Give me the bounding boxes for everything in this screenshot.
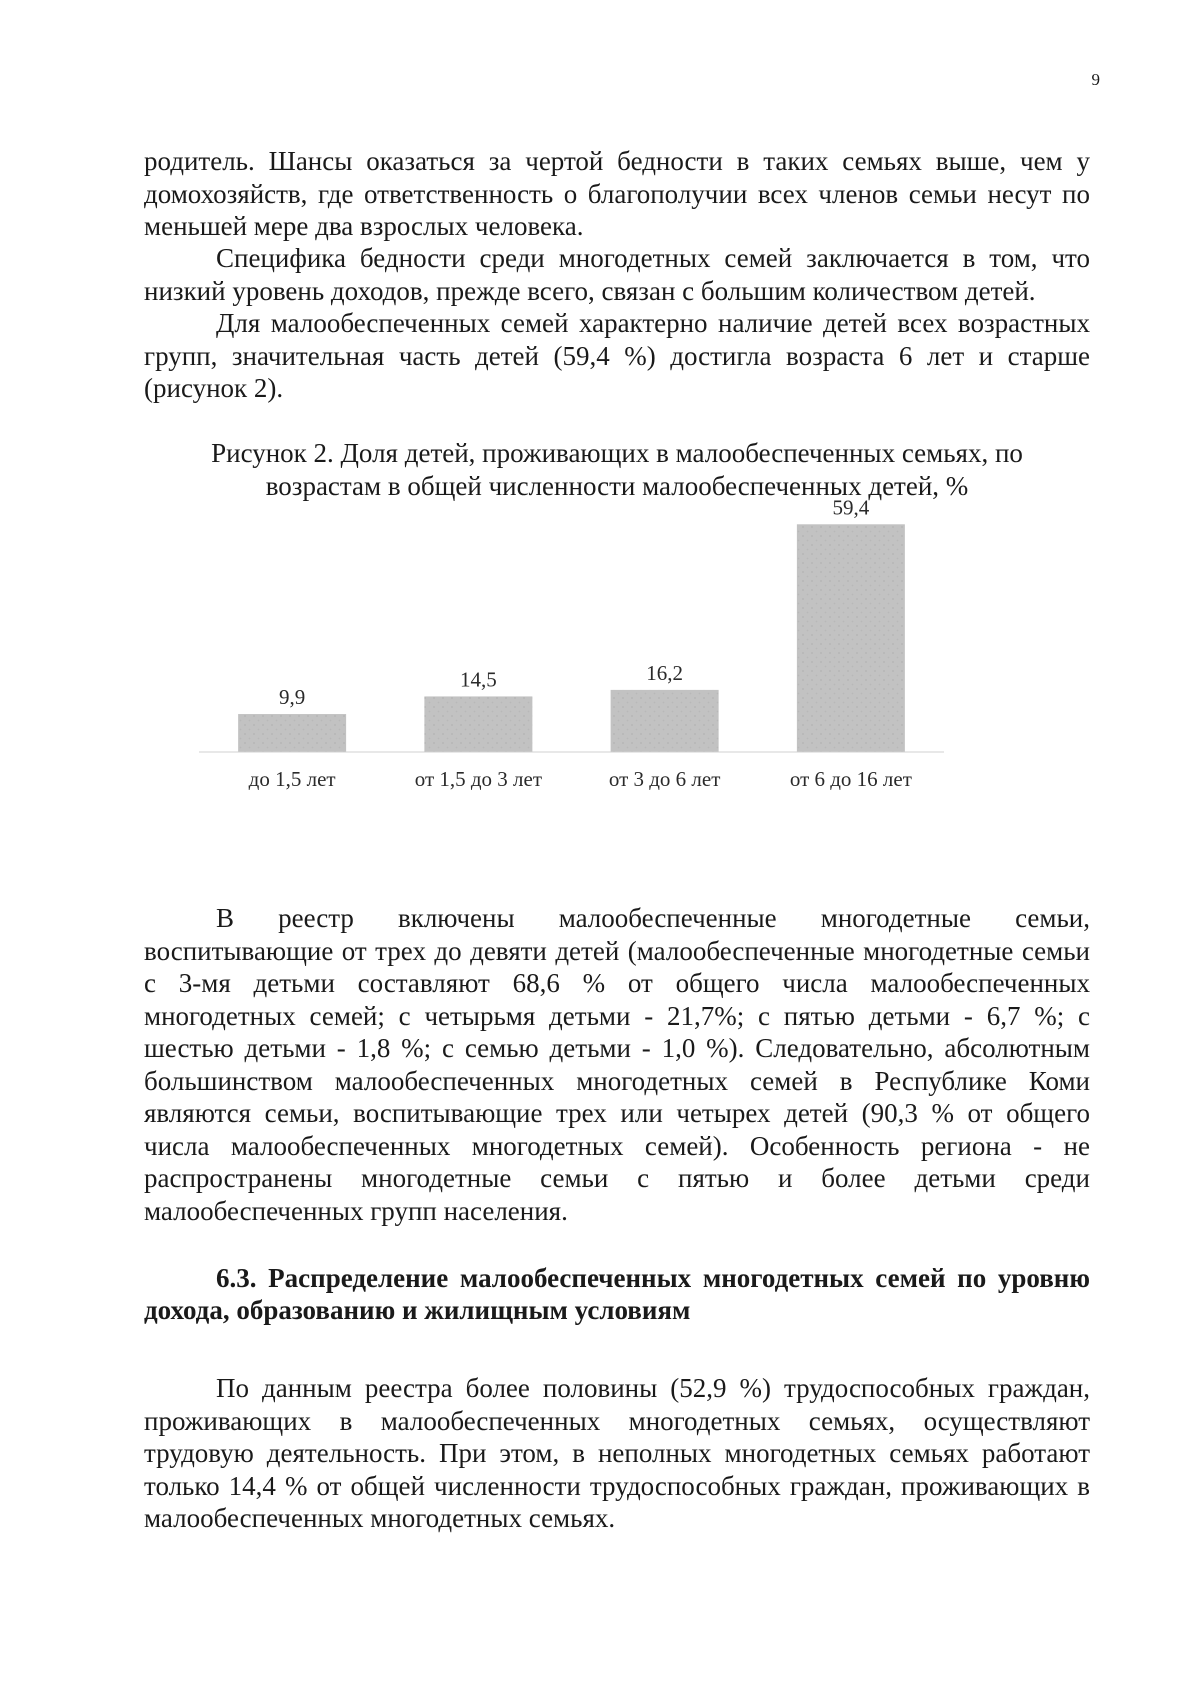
category-label-3: от 3 до 6 лет (608, 767, 721, 791)
figure-caption (144, 437, 1090, 503)
paragraph-registry: В реестр включены малообеспеченные многодетные семьи, воспитывающие от трех до девяти детей (малообеспеченные многодетные семьи с 3-мя детьми составляют 68,6 % от общего числа малообеспеченных многодетных семей; с четырьмя детьми - 21,7%; с пятью детьми - 6,7 %; с шестью детьми - 1,8 %; с семью детьми - 1,0 %). Следовательно, абсолютным большинством малообеспеченных многодетных семей в Республике Коми являются семьи, воспитывающие трех или четырех детей (90,3 % от общего числа малообеспеченных многодетных семей). Особенность региона - не распространены многодетные семьи с пятью и более детьми среди малообеспеченных групп населения. (144, 903, 1090, 1226)
age-distribution-bar-chart (144, 495, 1090, 870)
paragraph-continuation: родитель. Шансы оказаться за чертой бедности в таких семьях выше, чем у домохозяйств, где ответственность о благополучии всех членов семьи несут по меньшей мере два взрослых человека. (144, 146, 1090, 241)
bar-value-label-2: 14,5 (460, 667, 497, 692)
paragraph-age-groups: Для малообеспеченных семей характерно наличие детей всех возрастных групп, значительная часть детей (59,4 %) достигла возраста 6 лет и старше (рисунок 2). (144, 308, 1090, 403)
bar-value-label-1: 9,9 (279, 685, 306, 710)
bar-texture-2 (424, 696, 532, 752)
bar-value-label-4: 59,4 (832, 495, 870, 520)
bar-texture-3 (611, 690, 719, 752)
category-label-4: от 6 до 16 лет (789, 767, 912, 791)
figure-caption-line-1: Рисунок 2. Доля детей, проживающих в малообеспеченных семьях, по (211, 438, 1023, 468)
bar-value-label-3: 16,2 (646, 660, 683, 685)
paragraph-employment: По данным реестра более половины (52,9 %) трудоспособных граждан, проживающих в малообеспеченных многодетных семьях, осуществляют трудовую деятельность. При этом, в неполных многодетных семьях работают только 14,4 % от общей численности трудоспособных граждан, проживающих в малообеспеченных многодетных семьях. (144, 1373, 1090, 1533)
bar-texture-1 (238, 714, 346, 752)
bar-texture-4 (797, 524, 905, 752)
section-heading: 6.3. Распределение малообеспеченных многодетных семей по уровню дохода, образованию и жилищным условиям (144, 1263, 1090, 1325)
category-label-1: до 1,5 лет (248, 767, 336, 791)
page-number: 9 (1091, 70, 1100, 89)
chart-canvas (144, 495, 1090, 870)
category-label-2: от 1,5 до 3 лет (414, 767, 543, 791)
figure-caption-line-2: возрастам в общей численности малообеспеченных детей, % (265, 471, 969, 501)
paragraph-specifics: Специфика бедности среди многодетных семей заключается в том, что низкий уровень доходов, прежде всего, связан с большим количеством детей. (144, 243, 1090, 306)
